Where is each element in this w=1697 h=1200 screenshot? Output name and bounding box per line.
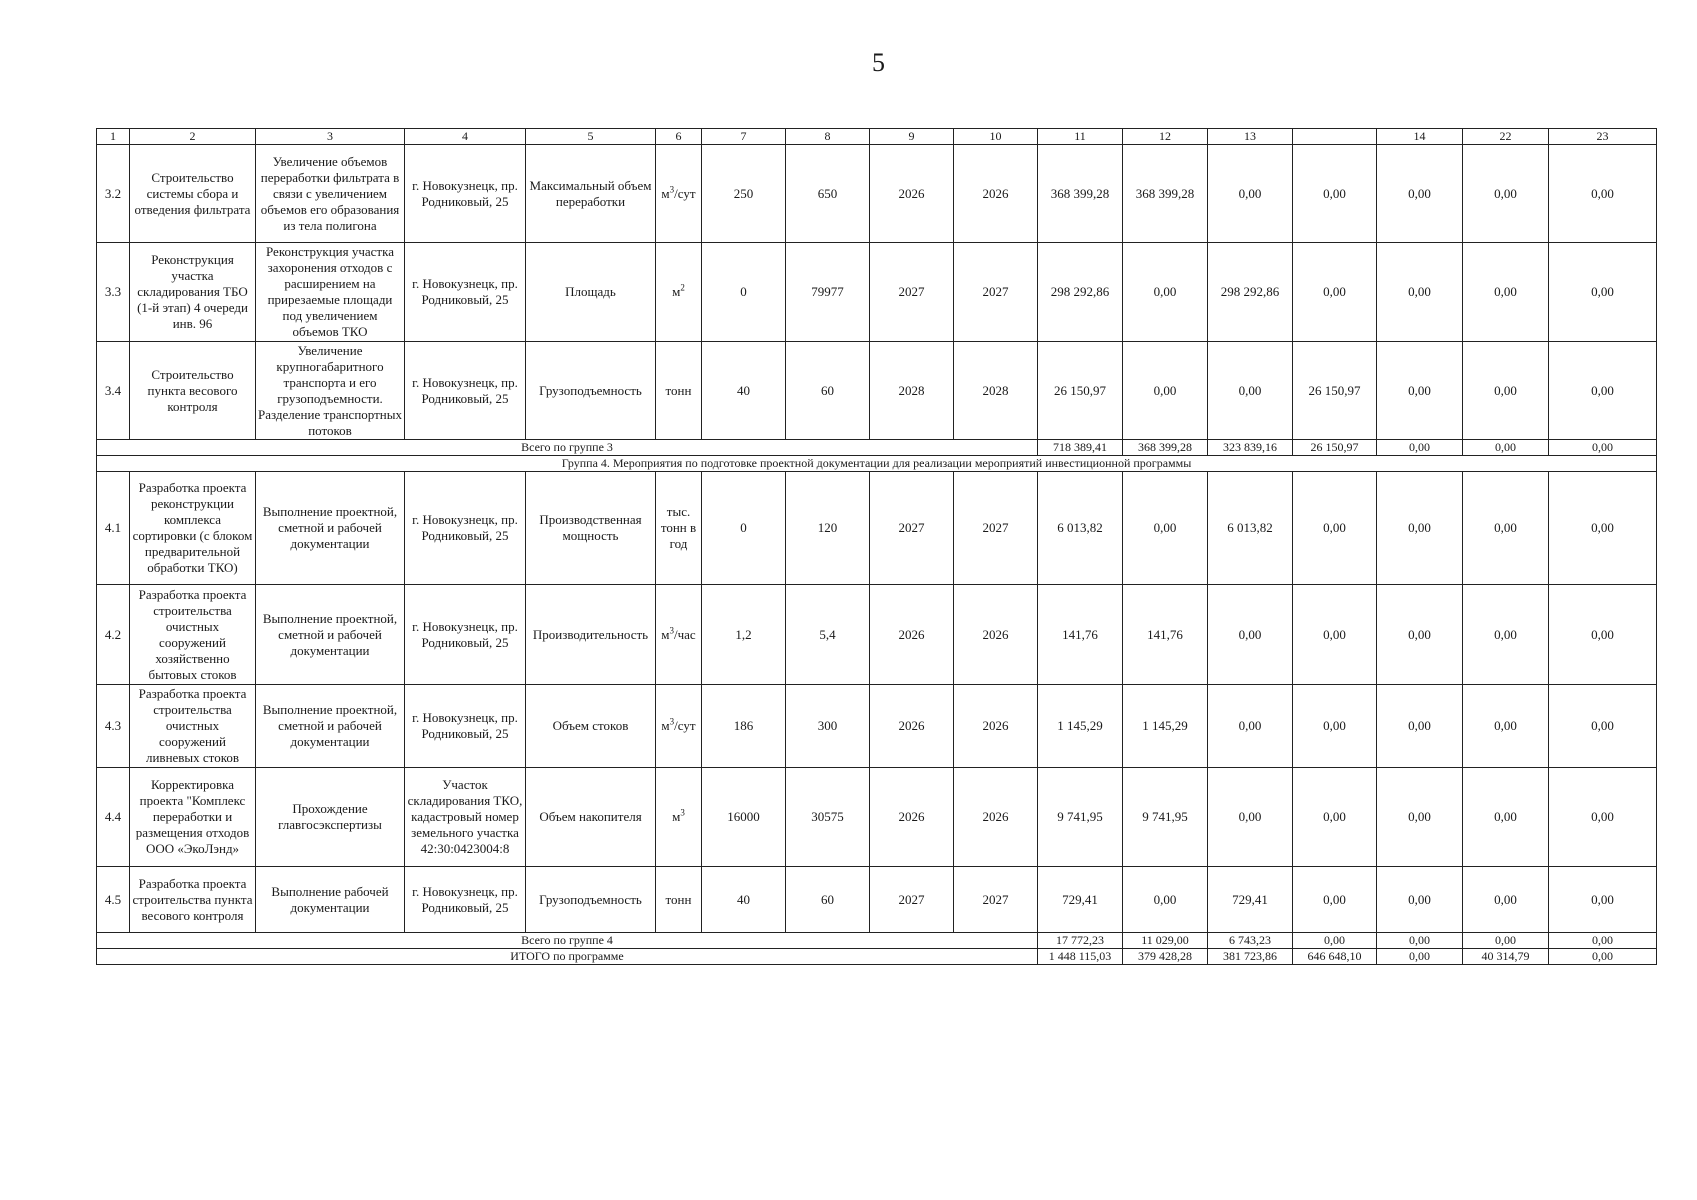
total-col-23: 0,00 [1549, 440, 1657, 456]
total-col-22: 0,00 [1463, 440, 1549, 456]
measure-name: Разработка проекта строительства пункта весового контроля [130, 867, 256, 933]
group-4-total-row [97, 933, 1657, 949]
measure-purpose: Увеличение объемов переработки фильтрата в связи с увеличением объемов его образования из тела полигона [256, 145, 405, 243]
unit: тонн [656, 342, 702, 440]
value-col-9: 2028 [870, 342, 954, 440]
value-col-10: 2027 [954, 472, 1038, 585]
total-label: Всего по группе 3 [97, 440, 1038, 456]
investment-program-table [96, 128, 1657, 965]
row-number: 3.3 [97, 243, 130, 342]
value-col-10: 2026 [954, 685, 1038, 768]
header-cell [1293, 129, 1377, 145]
measure-name: Корректировка проекта "Комплекс переработки и размещения отходов ООО «ЭкоЛэнд» [130, 768, 256, 867]
total-col-unnumbered: 646 648,10 [1293, 949, 1377, 965]
total-col-unnumbered: 26 150,97 [1293, 440, 1377, 456]
header-cell: 7 [702, 129, 786, 145]
total-col-14: 0,00 [1377, 440, 1463, 456]
value-col-7: 0 [702, 243, 786, 342]
location: Участок складирования ТКО, кадастровый номер земельного участка 42:30:0423004:8 [405, 768, 526, 867]
value-col-7: 250 [702, 145, 786, 243]
total-col-13: 323 839,16 [1208, 440, 1293, 456]
value-col-13: 0,00 [1208, 585, 1293, 685]
value-col-unnumbered: 26 150,97 [1293, 342, 1377, 440]
value-col-unnumbered: 0,00 [1293, 472, 1377, 585]
value-col-14: 0,00 [1377, 243, 1463, 342]
measure-purpose: Выполнение проектной, сметной и рабочей документации [256, 585, 405, 685]
value-col-23: 0,00 [1549, 685, 1657, 768]
table-row [97, 472, 1657, 585]
value-col-unnumbered: 0,00 [1293, 685, 1377, 768]
value-col-22: 0,00 [1463, 243, 1549, 342]
value-col-9: 2027 [870, 472, 954, 585]
value-col-8: 650 [786, 145, 870, 243]
measure-purpose: Увеличение крупногабаритного транспорта и его грузоподъемности. Разделение транспортных потоков [256, 342, 405, 440]
value-col-unnumbered: 0,00 [1293, 243, 1377, 342]
total-label: Всего по группе 4 [97, 933, 1038, 949]
location: г. Новокузнецк, пр. Родниковый, 25 [405, 342, 526, 440]
value-col-7: 0 [702, 472, 786, 585]
value-col-11: 141,76 [1038, 585, 1123, 685]
value-col-22: 0,00 [1463, 145, 1549, 243]
value-col-13: 729,41 [1208, 867, 1293, 933]
value-col-23: 0,00 [1549, 342, 1657, 440]
value-col-12: 0,00 [1123, 472, 1208, 585]
value-col-11: 368 399,28 [1038, 145, 1123, 243]
total-col-22: 40 314,79 [1463, 949, 1549, 965]
value-col-12: 9 741,95 [1123, 768, 1208, 867]
row-number: 4.5 [97, 867, 130, 933]
value-col-12: 0,00 [1123, 867, 1208, 933]
value-col-7: 40 [702, 867, 786, 933]
unit: тонн [656, 867, 702, 933]
total-col-12: 379 428,28 [1123, 949, 1208, 965]
table-row [97, 768, 1657, 867]
row-number: 4.1 [97, 472, 130, 585]
total-label: ИТОГО по программе [97, 949, 1038, 965]
value-col-13: 0,00 [1208, 145, 1293, 243]
value-col-9: 2027 [870, 243, 954, 342]
value-col-8: 60 [786, 342, 870, 440]
value-col-10: 2026 [954, 768, 1038, 867]
value-col-10: 2028 [954, 342, 1038, 440]
location: г. Новокузнецк, пр. Родниковый, 25 [405, 585, 526, 685]
header-cell: 12 [1123, 129, 1208, 145]
value-col-12: 141,76 [1123, 585, 1208, 685]
value-col-23: 0,00 [1549, 768, 1657, 867]
value-col-9: 2026 [870, 585, 954, 685]
indicator: Производственная мощность [526, 472, 656, 585]
value-col-22: 0,00 [1463, 768, 1549, 867]
total-col-unnumbered: 0,00 [1293, 933, 1377, 949]
value-col-8: 30575 [786, 768, 870, 867]
header-cell: 4 [405, 129, 526, 145]
indicator: Производительность [526, 585, 656, 685]
value-col-14: 0,00 [1377, 342, 1463, 440]
value-col-12: 1 145,29 [1123, 685, 1208, 768]
value-col-8: 60 [786, 867, 870, 933]
unit: тыс. тонн в год [656, 472, 702, 585]
value-col-8: 79977 [786, 243, 870, 342]
header-cell: 3 [256, 129, 405, 145]
header-cell: 8 [786, 129, 870, 145]
value-col-23: 0,00 [1549, 145, 1657, 243]
value-col-9: 2026 [870, 768, 954, 867]
value-col-8: 120 [786, 472, 870, 585]
value-col-23: 0,00 [1549, 243, 1657, 342]
value-col-7: 186 [702, 685, 786, 768]
value-col-22: 0,00 [1463, 685, 1549, 768]
total-col-11: 718 389,41 [1038, 440, 1123, 456]
unit: $м^3$/сут [656, 145, 702, 243]
header-cell: 2 [130, 129, 256, 145]
location: г. Новокузнецк, пр. Родниковый, 25 [405, 685, 526, 768]
header-cell: 6 [656, 129, 702, 145]
value-col-12: 0,00 [1123, 342, 1208, 440]
measure-name: Разработка проекта реконструкции комплекса сортировки (с блоком предварительной обработки ТКО) [130, 472, 256, 585]
measure-name: Реконструкция участка складирования ТБО (1-й этап) 4 очереди инв. 96 [130, 243, 256, 342]
value-col-13: 0,00 [1208, 685, 1293, 768]
unit: $м^3$ [656, 768, 702, 867]
value-col-11: 729,41 [1038, 867, 1123, 933]
page-number: 5 [872, 48, 885, 77]
total-col-23: 0,00 [1549, 933, 1657, 949]
indicator: Максимальный объем переработки [526, 145, 656, 243]
total-col-22: 0,00 [1463, 933, 1549, 949]
row-number: 3.4 [97, 342, 130, 440]
total-col-11: 17 772,23 [1038, 933, 1123, 949]
header-cell: 10 [954, 129, 1038, 145]
header-cell: 14 [1377, 129, 1463, 145]
column-number-header [97, 129, 1657, 145]
value-col-14: 0,00 [1377, 145, 1463, 243]
value-col-7: 40 [702, 342, 786, 440]
total-col-11: 1 448 115,03 [1038, 949, 1123, 965]
value-col-unnumbered: 0,00 [1293, 585, 1377, 685]
measure-purpose: Выполнение проектной, сметной и рабочей документации [256, 685, 405, 768]
value-col-10: 2026 [954, 145, 1038, 243]
location: г. Новокузнецк, пр. Родниковый, 25 [405, 145, 526, 243]
value-col-13: 6 013,82 [1208, 472, 1293, 585]
value-col-12: 0,00 [1123, 243, 1208, 342]
group-4-title-row [97, 456, 1657, 472]
value-col-7: 16000 [702, 768, 786, 867]
value-col-9: 2026 [870, 145, 954, 243]
value-col-unnumbered: 0,00 [1293, 867, 1377, 933]
value-col-22: 0,00 [1463, 585, 1549, 685]
total-col-13: 381 723,86 [1208, 949, 1293, 965]
measure-purpose: Выполнение рабочей документации [256, 867, 405, 933]
measure-name: Разработка проекта строительства очистных сооружений ливневых стоков [130, 685, 256, 768]
total-col-23: 0,00 [1549, 949, 1657, 965]
location: г. Новокузнецк, пр. Родниковый, 25 [405, 243, 526, 342]
value-col-22: 0,00 [1463, 867, 1549, 933]
table-row [97, 145, 1657, 243]
value-col-11: 298 292,86 [1038, 243, 1123, 342]
measure-name: Строительство пункта весового контроля [130, 342, 256, 440]
value-col-14: 0,00 [1377, 768, 1463, 867]
value-col-13: 0,00 [1208, 768, 1293, 867]
value-col-14: 0,00 [1377, 867, 1463, 933]
value-col-unnumbered: 0,00 [1293, 768, 1377, 867]
location: г. Новокузнецк, пр. Родниковый, 25 [405, 472, 526, 585]
value-col-14: 0,00 [1377, 585, 1463, 685]
header-cell: 13 [1208, 129, 1293, 145]
total-col-12: 11 029,00 [1123, 933, 1208, 949]
value-col-13: 298 292,86 [1208, 243, 1293, 342]
measure-purpose: Выполнение проектной, сметной и рабочей документации [256, 472, 405, 585]
row-number: 4.2 [97, 585, 130, 685]
header-cell: 23 [1549, 129, 1657, 145]
table-row [97, 585, 1657, 685]
measure-purpose: Прохождение главгосэкспертизы [256, 768, 405, 867]
unit: $м^3$/час [656, 585, 702, 685]
unit: $м^2$ [656, 243, 702, 342]
group-3-total-row [97, 440, 1657, 456]
value-col-11: 9 741,95 [1038, 768, 1123, 867]
row-number: 4.3 [97, 685, 130, 768]
header-cell: 22 [1463, 129, 1549, 145]
total-col-14: 0,00 [1377, 933, 1463, 949]
header-cell: 1 [97, 129, 130, 145]
value-col-8: 300 [786, 685, 870, 768]
table-row [97, 243, 1657, 342]
indicator: Грузоподъемность [526, 342, 656, 440]
unit: $м^3$/сут [656, 685, 702, 768]
measure-name: Разработка проекта строительства очистных сооружений хозяйственно бытовых стоков [130, 585, 256, 685]
value-col-11: 6 013,82 [1038, 472, 1123, 585]
value-col-22: 0,00 [1463, 472, 1549, 585]
value-col-8: 5,4 [786, 585, 870, 685]
indicator: Объем стоков [526, 685, 656, 768]
row-number: 4.4 [97, 768, 130, 867]
value-col-23: 0,00 [1549, 585, 1657, 685]
total-col-12: 368 399,28 [1123, 440, 1208, 456]
indicator: Объем накопителя [526, 768, 656, 867]
table-row [97, 685, 1657, 768]
value-col-9: 2026 [870, 685, 954, 768]
group-title: Группа 4. Мероприятия по подготовке проектной документации для реализации мероприятий инвестиционной программы [97, 456, 1657, 472]
value-col-22: 0,00 [1463, 342, 1549, 440]
program-total-row [97, 949, 1657, 965]
indicator: Грузоподъемность [526, 867, 656, 933]
value-col-10: 2027 [954, 867, 1038, 933]
row-number: 3.2 [97, 145, 130, 243]
table-row [97, 867, 1657, 933]
table-row [97, 342, 1657, 440]
value-col-13: 0,00 [1208, 342, 1293, 440]
value-col-10: 2026 [954, 585, 1038, 685]
value-col-11: 1 145,29 [1038, 685, 1123, 768]
measure-name: Строительство системы сбора и отведения фильтрата [130, 145, 256, 243]
location: г. Новокузнецк, пр. Родниковый, 25 [405, 867, 526, 933]
value-col-23: 0,00 [1549, 472, 1657, 585]
value-col-9: 2027 [870, 867, 954, 933]
value-col-unnumbered: 0,00 [1293, 145, 1377, 243]
header-cell: 11 [1038, 129, 1123, 145]
value-col-10: 2027 [954, 243, 1038, 342]
value-col-14: 0,00 [1377, 685, 1463, 768]
measure-purpose: Реконструкция участка захоронения отходов с расширением на прирезаемые площади под увеличением объемов ТКО [256, 243, 405, 342]
total-col-13: 6 743,23 [1208, 933, 1293, 949]
header-cell: 5 [526, 129, 656, 145]
value-col-11: 26 150,97 [1038, 342, 1123, 440]
value-col-23: 0,00 [1549, 867, 1657, 933]
total-col-14: 0,00 [1377, 949, 1463, 965]
indicator: Площадь [526, 243, 656, 342]
value-col-7: 1,2 [702, 585, 786, 685]
header-cell: 9 [870, 129, 954, 145]
value-col-12: 368 399,28 [1123, 145, 1208, 243]
value-col-14: 0,00 [1377, 472, 1463, 585]
